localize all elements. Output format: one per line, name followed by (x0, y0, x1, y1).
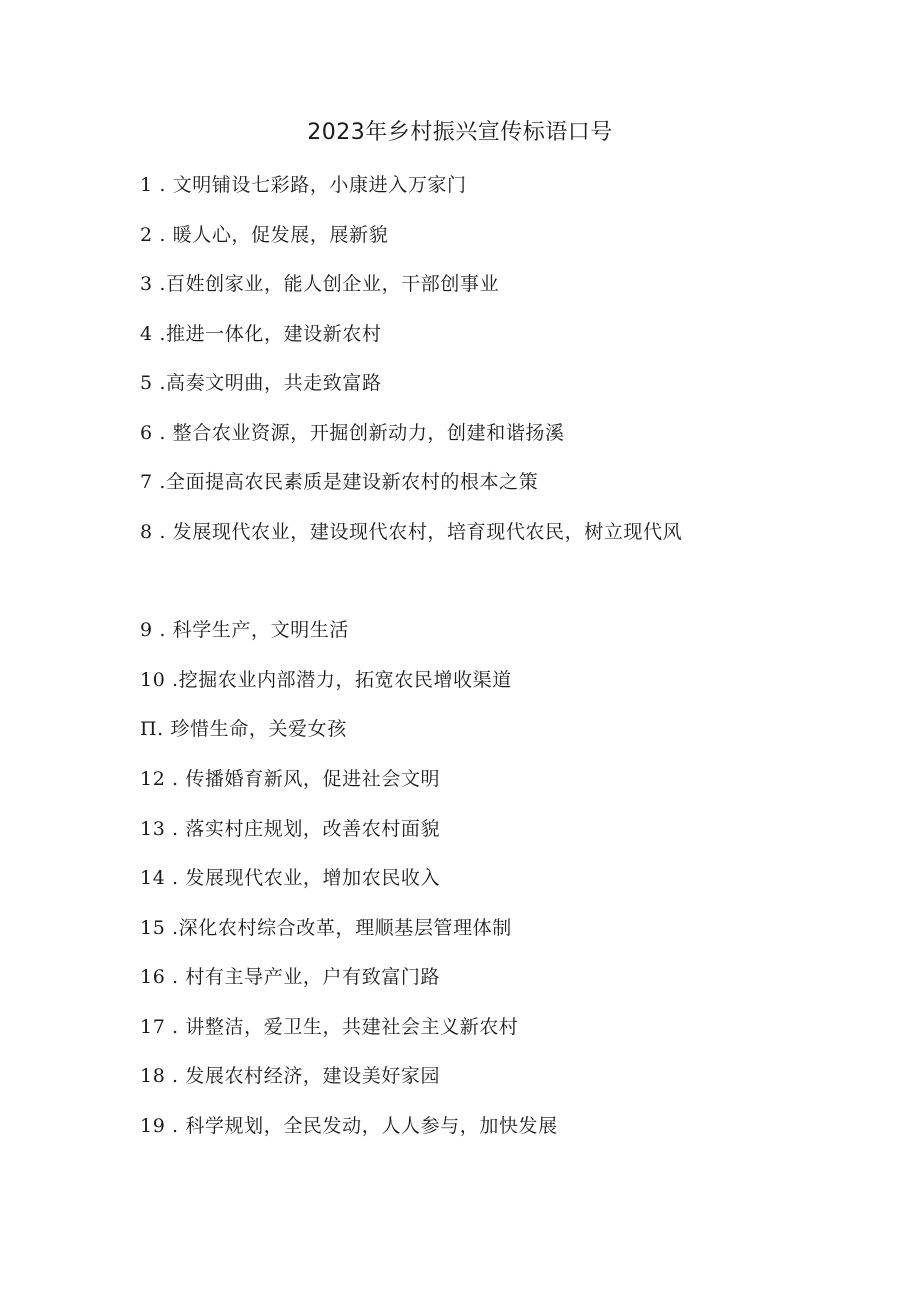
slogan-item (140, 321, 382, 347)
slogan-item (140, 716, 347, 742)
slogan-item (140, 420, 565, 446)
item-text: 科学生产，文明生活 (172, 619, 350, 641)
document-title: 2023年乡村振兴宣传标语口号 (307, 120, 613, 145)
slogan-item (140, 766, 440, 792)
item-separator: . (165, 1115, 186, 1137)
item-number: Π (140, 718, 158, 740)
item-separator: . (152, 619, 173, 641)
item-separator: . (152, 174, 173, 196)
item-text: 发展现代农业，增加农民收入 (185, 867, 441, 889)
item-separator: . (165, 966, 186, 988)
item-text: 传播婚育新风，促进社会文明 (185, 768, 441, 790)
item-number: 16 (140, 966, 166, 988)
item-text: 全面提高农民素质是建设新农村的根本之策 (165, 471, 539, 493)
item-number: 1 (140, 174, 153, 196)
slogan-item (140, 1113, 558, 1139)
item-number: 13 (140, 818, 166, 840)
item-text: 发展农村经济，建设美好家园 (185, 1065, 441, 1087)
item-separator: . (152, 273, 166, 295)
item-text: 村有主导产业，户有致富门路 (185, 966, 441, 988)
item-number: 5 (140, 372, 153, 394)
item-separator: . (152, 422, 173, 444)
item-separator: . (165, 669, 179, 691)
item-text: 科学规划，全民发动，人人参与，加快发展 (185, 1115, 558, 1137)
item-number: 10 (140, 669, 166, 691)
item-separator: . (152, 372, 166, 394)
item-text: 百姓创家业，能人创企业，干部创事业 (165, 273, 500, 295)
item-number: 17 (140, 1016, 166, 1038)
item-separator: . (165, 867, 186, 889)
item-separator: . (165, 1065, 186, 1087)
item-number: 9 (140, 619, 153, 641)
item-number: 6 (140, 422, 153, 444)
item-separator: . (165, 818, 186, 840)
item-number: 15 (140, 917, 166, 939)
slogan-item (140, 519, 682, 545)
item-text: 珍惜生命，关爱女孩 (170, 718, 347, 740)
item-text: 整合农业资源，开掘创新动力，创建和谐扬溪 (172, 422, 565, 444)
item-number: 19 (140, 1115, 166, 1137)
item-number: 18 (140, 1065, 166, 1087)
item-separator: . (152, 323, 166, 345)
slogan-item (140, 915, 512, 941)
item-text: 高奏文明曲，共走致富路 (165, 372, 382, 394)
item-separator: . (165, 917, 179, 939)
item-number: 14 (140, 867, 166, 889)
item-text: 发展现代农业，建设现代农村，培育现代农民，树立现代风 (172, 521, 683, 543)
item-number: 8 (140, 521, 153, 543)
slogan-item (140, 222, 388, 248)
slogan-item (140, 271, 499, 297)
slogan-item (140, 469, 538, 495)
item-separator: . (165, 1016, 186, 1038)
slogan-item (140, 1063, 440, 1089)
item-number: 3 (140, 273, 153, 295)
item-text: 深化农村综合改革，理顺基层管理体制 (178, 917, 512, 939)
item-number: 12 (140, 768, 166, 790)
item-separator: . (165, 768, 186, 790)
slogan-item (140, 667, 512, 693)
slogan-item (140, 370, 382, 396)
item-number: 7 (140, 471, 153, 493)
item-text: 暖人心，促发展，展新貌 (172, 224, 389, 246)
slogan-item (140, 172, 467, 198)
slogan-item (140, 617, 349, 643)
slogan-item (140, 816, 440, 842)
item-separator: . (152, 471, 166, 493)
item-text: 落实村庄规划，改善农村面貌 (185, 818, 441, 840)
item-number: 4 (140, 323, 153, 345)
slogan-item (140, 1014, 519, 1040)
item-text: 挖掘农业内部潜力，拓宽农民增收渠道 (178, 669, 512, 691)
slogan-item (140, 865, 440, 891)
item-separator: . (152, 224, 173, 246)
item-number: 2 (140, 224, 153, 246)
item-text: 推进一体化，建设新农村 (165, 323, 382, 345)
item-text: 文明铺设七彩路，小康进入万家门 (172, 174, 467, 196)
item-text: 讲整洁，爱卫生，共建社会主义新农村 (185, 1016, 519, 1038)
item-separator: . (152, 521, 173, 543)
slogan-item (140, 964, 440, 990)
item-separator: . (157, 718, 171, 740)
